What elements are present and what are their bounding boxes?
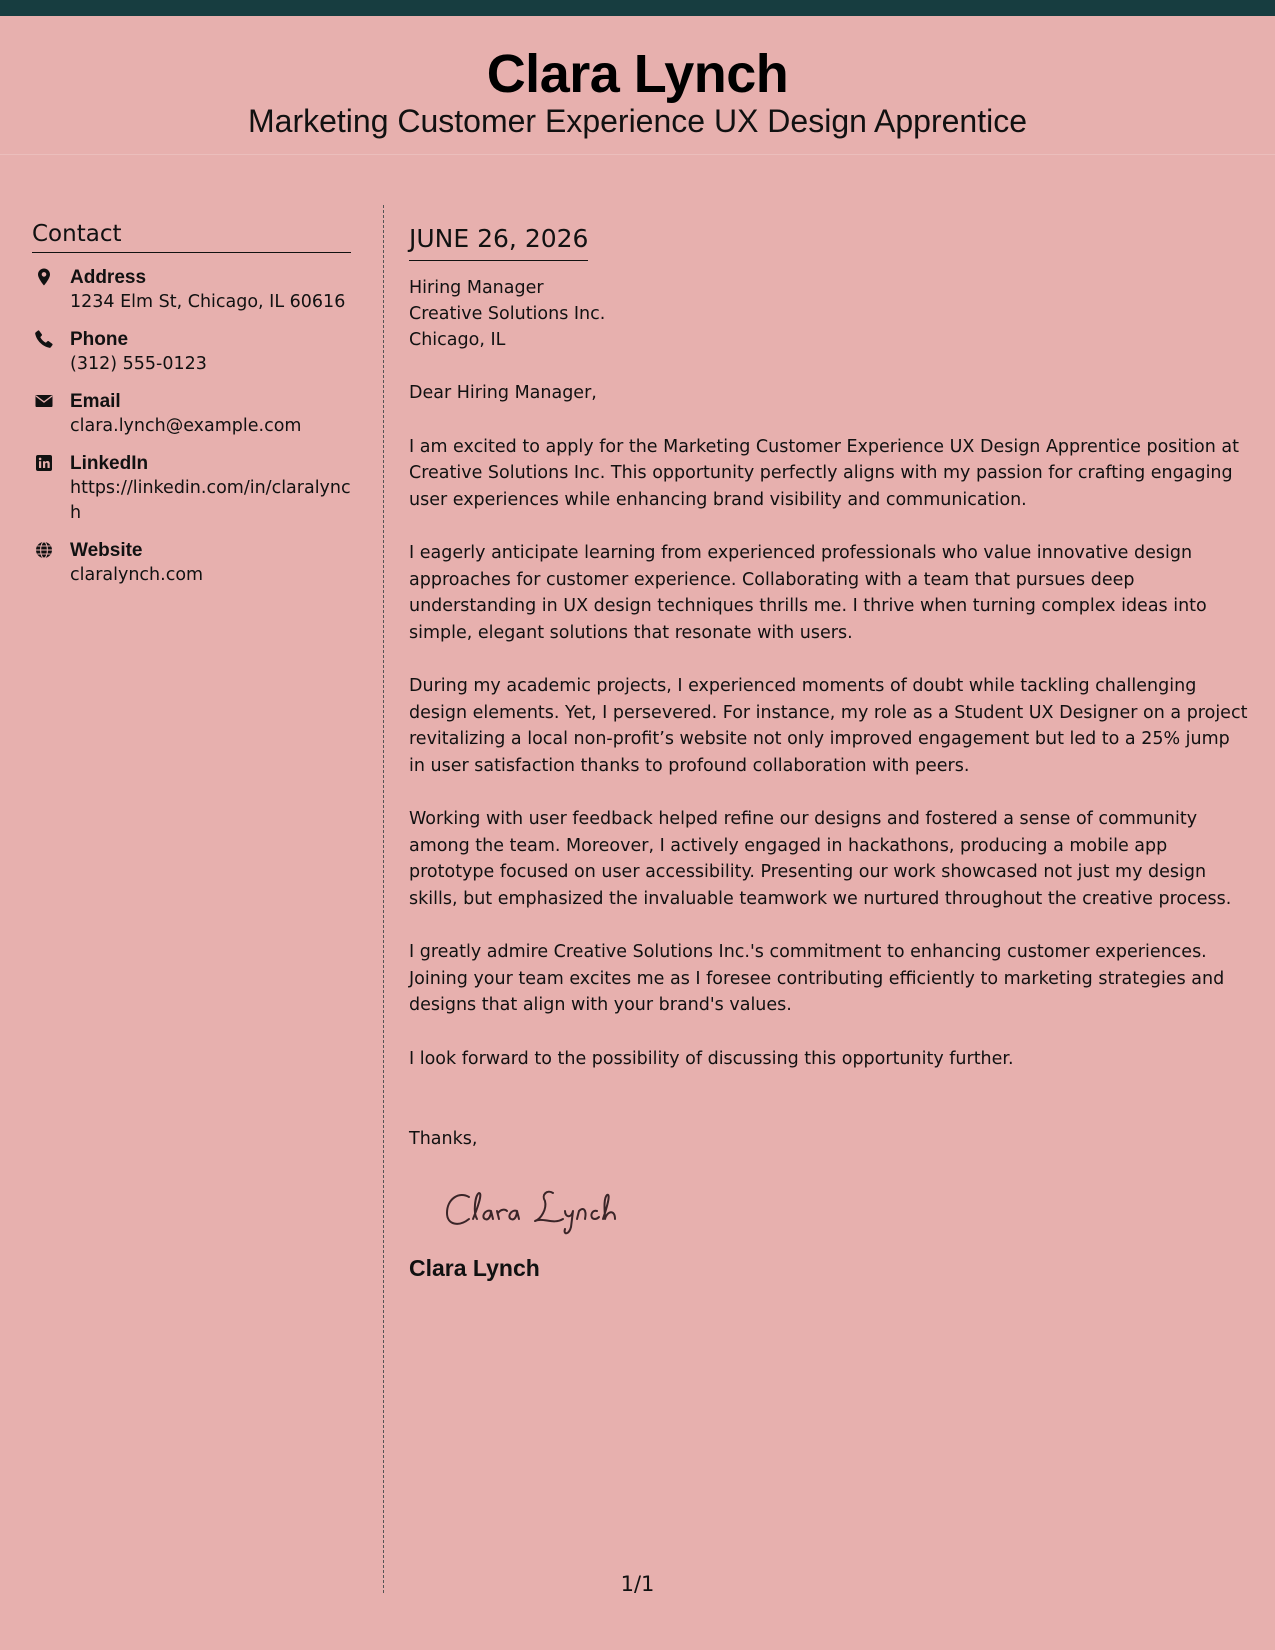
envelope-icon <box>34 391 54 411</box>
job-title: Marketing Customer Experience UX Design Apprentice <box>247 103 1028 139</box>
linkedin-label: LinkedIn <box>70 453 149 474</box>
email-value[interactable]: clara.lynch@example.com <box>70 416 302 436</box>
phone-value: (312) 555-0123 <box>70 354 207 374</box>
letter-body <box>409 222 1249 1283</box>
contact-item-phone <box>32 327 351 377</box>
recipient-line: Creative Solutions Inc. <box>409 304 606 324</box>
recipient-line: Hiring Manager <box>409 278 544 298</box>
phone-icon <box>34 329 54 349</box>
email-label: Email <box>70 391 121 412</box>
header <box>0 16 1275 154</box>
address-label: Address <box>70 267 147 288</box>
linkedin-icon <box>34 453 54 473</box>
globe-icon <box>34 540 54 560</box>
body-paragraph: I eagerly anticipate learning from experienced professionals who value innovative design approaches for customer experience. Collaborating with a team that pursues deep understanding in UX design techniques thrills me. I thrive when turning complex ideas into simple, elegant solutions that resonate with users. <box>409 543 1207 643</box>
body-paragraph: I look forward to the possibility of discussing this opportunity further. <box>409 1048 1014 1069</box>
contact-heading: Contact <box>32 218 351 253</box>
contact-item-linkedin <box>32 451 351 526</box>
recipient-line: Chicago, IL <box>409 330 506 350</box>
column-divider <box>383 205 384 1593</box>
contact-item-address <box>32 265 351 315</box>
contact-item-website <box>32 538 351 588</box>
body-paragraph: During my academic projects, I experienced moments of doubt while tackling challenging design elements. Yet, I persevered. For instance, my role as a Student UX Designer on a project revitalizing a local non-profit’s website not only improved engagement but led to a 25% jump in user satisfaction thanks to profound collaboration with peers. <box>409 676 1248 776</box>
header-divider <box>0 154 1275 155</box>
salutation: Dear Hiring Manager, <box>409 383 597 403</box>
recipient-block <box>409 275 1249 353</box>
contact-item-email <box>32 389 351 439</box>
website-label: Website <box>70 540 143 561</box>
handwritten-signature <box>443 1179 1249 1243</box>
contact-sidebar <box>32 218 351 588</box>
letter-date: JUNE 26, 2026 <box>409 222 588 261</box>
page-number: 1/1 <box>620 1572 655 1596</box>
location-pin-icon <box>34 267 54 287</box>
website-value[interactable]: claralynch.com <box>70 565 204 585</box>
body-paragraph: Working with user feedback helped refine our designs and fostered a sense of community among the team. Moreover, I actively engaged in hackathons, producing a mobile app prototype focused on user accessibility. Presenting our work showcased not just my design skills, but emphasized the invaluable teamwork we nurtured throughout the creative process. <box>409 809 1232 909</box>
address-value: 1234 Elm St, Chicago, IL 60616 <box>70 292 346 312</box>
top-accent-bar <box>0 0 1275 16</box>
phone-label: Phone <box>70 329 129 350</box>
signer-name: Clara Lynch <box>409 1254 540 1281</box>
linkedin-value[interactable]: https://linkedin.com/in/claralynch <box>70 478 351 523</box>
candidate-name: Clara Lynch <box>486 44 789 104</box>
closing: Thanks, <box>409 1129 478 1149</box>
body-paragraph: I greatly admire Creative Solutions Inc.'s commitment to enhancing customer experiences. Joining your team excites me as I foresee contributing efficiently to marketing strategies and designs that align with your brand's values. <box>409 942 1225 1015</box>
body-paragraph: I am excited to apply for the Marketing Customer Experience UX Design Apprentice position at Creative Solutions Inc. This opportunity perfectly aligns with my passion for crafting engaging user experiences while enhancing brand visibility and communication. <box>409 436 1239 510</box>
